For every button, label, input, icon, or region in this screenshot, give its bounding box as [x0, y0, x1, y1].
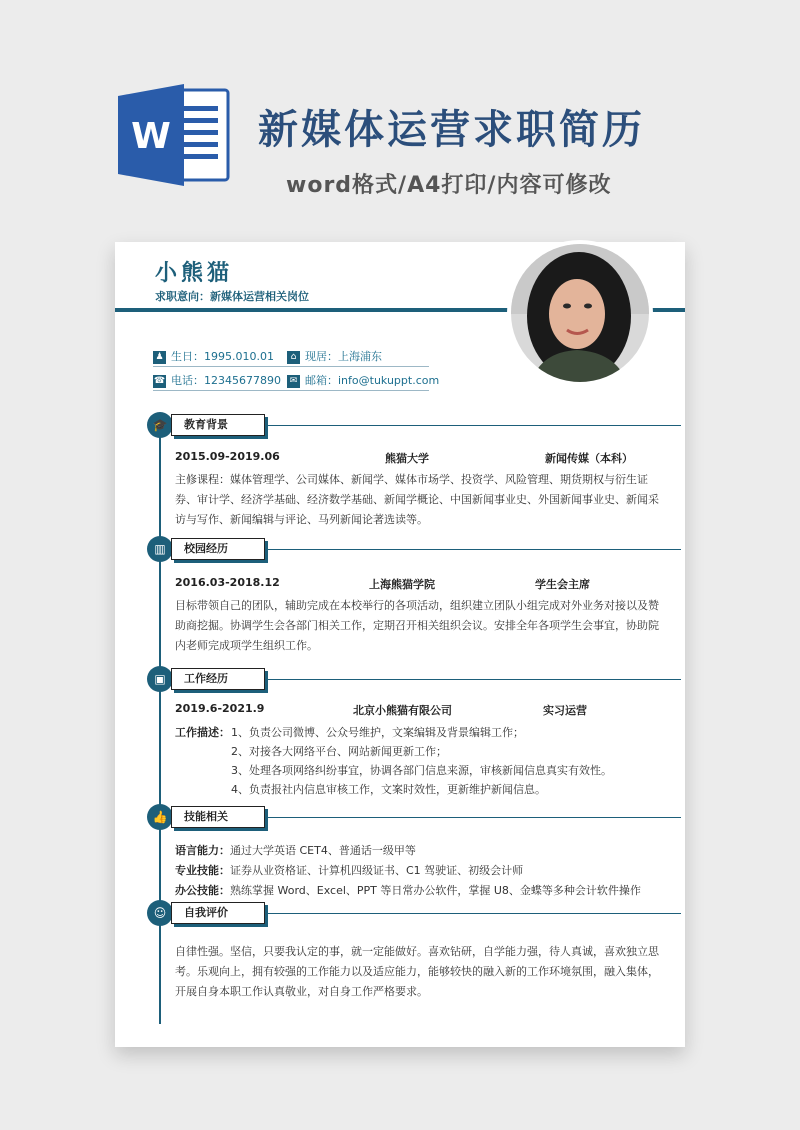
education-major: 新闻传媒（本科） [545, 452, 633, 465]
section-title-self-eval: 自我评价 [171, 902, 265, 924]
section-rule [265, 549, 681, 550]
skill-professional: 专业技能：证券从业资格证、计算机四级证书、C1 驾驶证、初级会计师 [175, 864, 524, 877]
books-icon: ▥ [147, 536, 173, 562]
person-circle-icon: ☺ [147, 900, 173, 926]
work-item: 4、负责报社内信息审核工作，文案时效性，更新维护新闻信息。 [231, 783, 546, 796]
work-role: 实习运营 [543, 704, 587, 717]
graduation-cap-icon: 🎓 [147, 412, 173, 438]
word-logo-letter: W [131, 116, 171, 157]
campus-org: 上海熊猫学院 [369, 578, 435, 591]
section-title-education: 教育背景 [171, 414, 265, 436]
work-item: 3、处理各项网络纠纷事宜，协调各部门信息来源，审核新闻信息真实有效性。 [231, 764, 612, 777]
campus-date: 2016.03-2018.12 [175, 576, 280, 589]
section-title-campus: 校园经历 [171, 538, 265, 560]
section-title-work: 工作经历 [171, 668, 265, 690]
mail-icon: ✉ [287, 375, 300, 388]
education-school: 熊猫大学 [385, 452, 429, 465]
residence-info: ⌂ 现居：上海浦东 [287, 348, 382, 364]
info-divider [153, 366, 429, 367]
work-company: 北京小熊猫有限公司 [353, 704, 452, 717]
skill-office: 办公技能：熟练掌握 Word、Excel、PPT 等日常办公软件，掌握 U8、金蝶等多种会计软件操作 [175, 884, 641, 897]
banner-subtitle: word格式/A4打印/内容可修改 [286, 173, 612, 198]
section-title-skills: 技能相关 [171, 806, 265, 828]
briefcase-icon: ▣ [147, 666, 173, 692]
resume-page [115, 242, 685, 1047]
work-item: 1、负责公司微博、公众号维护，文案编辑及背景编辑工作； [231, 726, 524, 739]
section-rule [265, 679, 681, 680]
birth-info: ♟ 生日：1995.010.01 [153, 348, 274, 364]
self-evaluation-text: 自律性强。坚信，只要我认定的事，就一定能做好。喜欢钻研，自学能力强，待人真诚，喜欢独立思考。乐观向上，拥有较强的工作能力以及适应能力，能够较快的融入新的工作环境氛围，融入集体，开展自身本职工作认真敬业，对自身工作严格要求。 [175, 945, 659, 998]
thumbs-up-icon: 👍 [147, 804, 173, 830]
location-icon: ⌂ [287, 351, 300, 364]
phone-icon: ☎ [153, 375, 166, 386]
banner-title: 新媒体运营求职简历 [258, 107, 645, 153]
info-divider [153, 390, 429, 391]
person-icon: ♟ [153, 351, 166, 364]
email-info[interactable]: ✉ 邮箱：info@tukuppt.com [287, 372, 439, 388]
section-rule [265, 913, 681, 914]
word-logo-icon [118, 84, 230, 186]
work-date: 2019.6-2021.9 [175, 702, 265, 715]
education-courses: 主修课程：媒体管理学、公司媒体、新闻学、媒体市场学、投资学、风险管理、期货期权与衍生证券、审计学、经济学基础、经济数学基础、新闻学概论、中国新闻事业史、外国新闻事业史、新闻采访与写作、新闻编辑与评论、马列新闻论著选读等。 [175, 473, 659, 526]
education-date: 2015.09-2019.06 [175, 450, 280, 463]
skill-language: 语言能力：通过大学英语 CET4、普通话一级甲等 [175, 844, 416, 857]
phone-info: ☎ 电话：12345677890 [153, 374, 281, 387]
profile-photo [511, 244, 649, 382]
work-description-label: 工作描述： [175, 726, 230, 739]
campus-description: 目标带领自己的团队，辅助完成在本校举行的各项活动，组织建立团队小组完成对外业务对接以及赞助商挖掘。协调学生会各部门相关工作，定期召开相关组织会议。安排全年各项学生会事宜，协助院内老师完成项学生组织工作。 [175, 599, 659, 652]
campus-role: 学生会主席 [535, 578, 590, 591]
work-item: 2、对接各大网络平台、网站新闻更新工作； [231, 745, 447, 758]
job-intent: 求职意向：新媒体运营相关岗位 [155, 290, 309, 303]
section-rule [265, 425, 681, 426]
timeline-line [159, 427, 161, 1024]
section-rule [265, 817, 681, 818]
candidate-name: 小熊猫 [155, 261, 234, 286]
